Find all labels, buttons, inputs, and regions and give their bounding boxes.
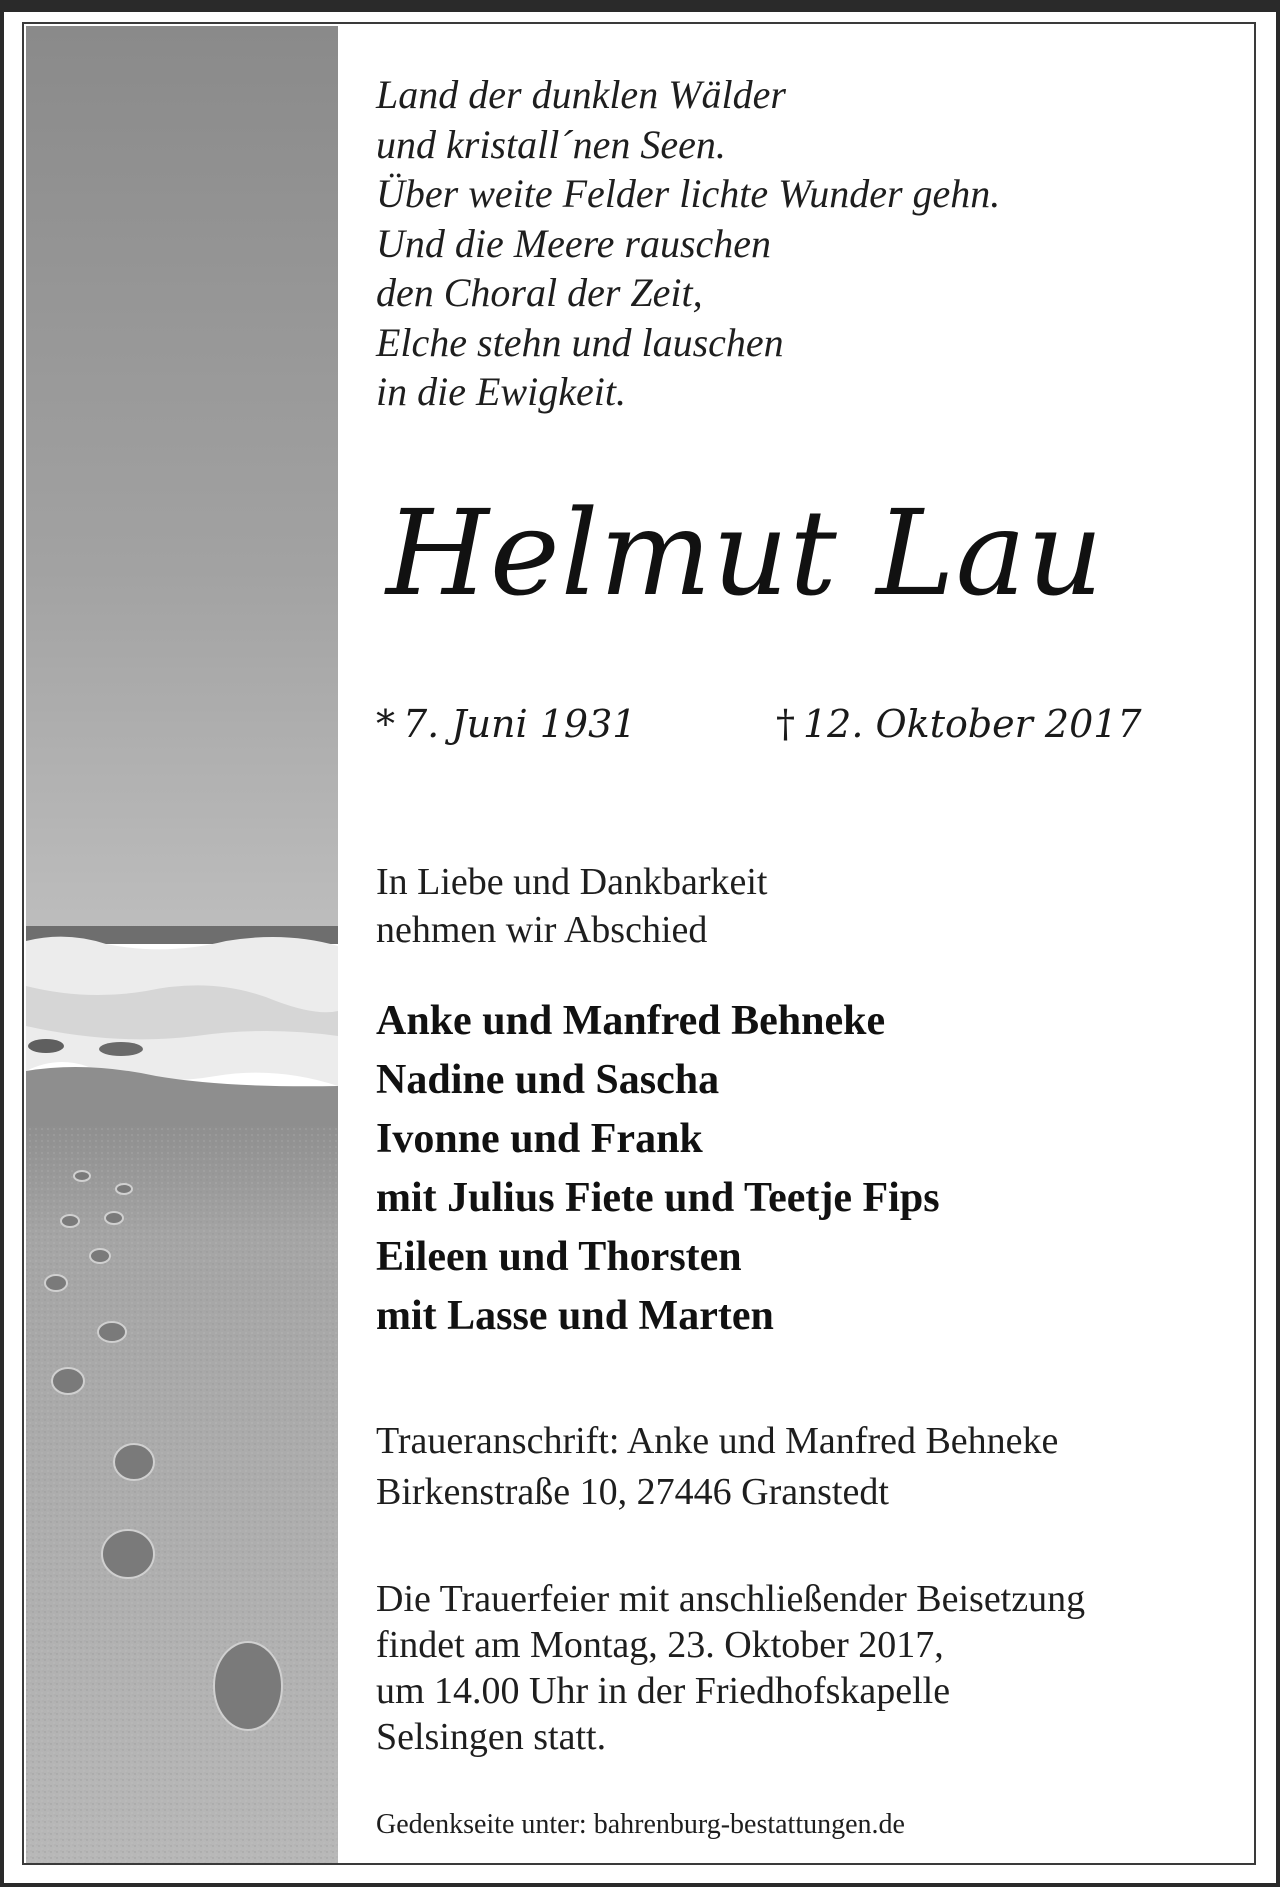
birth-date: 7. Juni 1931 (403, 702, 637, 746)
ceremony-line: um 14.00 Uhr in der Friedhofskapelle (376, 1670, 951, 1712)
ceremony-line: findet am Montag, 23. Oktober 2017, (376, 1624, 944, 1666)
mourner-line: mit Julius Fiete und Teetje Fips (376, 1175, 940, 1221)
poem-line: Elche stehn und lauschen (376, 319, 784, 365)
poem-line: den Choral der Zeit, (376, 270, 703, 315)
poem-verse (376, 70, 1000, 417)
address-line: Traueranschrift: Anke und Manfred Behneke (376, 1420, 1059, 1462)
birth-date-line (376, 700, 636, 748)
birth-star-icon: * (376, 702, 395, 746)
mourner-line: Eileen und Thorsten (376, 1234, 742, 1280)
mourner-line: Anke und Manfred Behneke (376, 998, 886, 1044)
mourner-line: mit Lasse und Marten (376, 1293, 774, 1339)
poem-line: Und die Meere rauschen (376, 220, 772, 266)
address-line: Birkenstraße 10, 27446 Granstedt (376, 1471, 889, 1513)
ceremony-line: Die Trauerfeier mit anschließender Beisetzung (376, 1578, 1086, 1620)
poem-line: Land der dunklen Wälder (376, 72, 786, 117)
mourners-list (376, 992, 940, 1346)
cross-icon: † (776, 702, 795, 746)
mourner-line: Nadine und Sascha (376, 1057, 720, 1103)
poem-line: und kristall´nen Seen. (376, 121, 726, 167)
farewell-line: nehmen wir Abschied (376, 909, 708, 951)
farewell-text (376, 858, 767, 954)
mourner-line: Ivonne und Frank (376, 1116, 703, 1162)
farewell-line: In Liebe und Dankbarkeit (376, 861, 768, 903)
poem-line: Über weite Felder lichte Wunder gehn. (376, 171, 1001, 216)
death-date-line (776, 700, 1142, 748)
ceremony-line: Selsingen statt. (376, 1716, 607, 1758)
death-date: 12. Oktober 2017 (803, 702, 1142, 746)
memorial-page-link: Gedenkseite unter: bahrenburg-bestattungen.de (376, 1809, 905, 1840)
mourning-address (376, 1416, 1058, 1518)
poem-line: in die Ewigkeit. (376, 369, 626, 414)
ceremony-info (376, 1576, 1085, 1760)
deceased-name: Helmut Lau (386, 484, 1104, 622)
